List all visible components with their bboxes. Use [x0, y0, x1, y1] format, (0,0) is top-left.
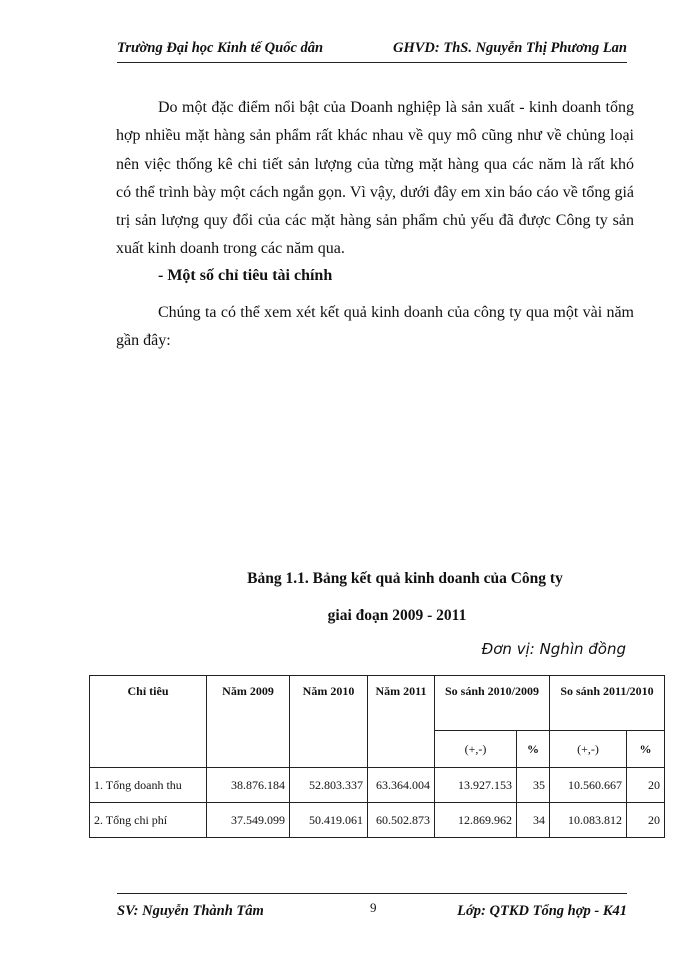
- section-subheading: - Một số chỉ tiêu tài chính: [158, 267, 333, 284]
- subheader-diff-1: (+,-): [435, 731, 517, 768]
- table-row: [90, 768, 665, 803]
- cell-pct-1: 34: [517, 803, 550, 838]
- cell-diff-1: 13.927.153: [435, 768, 517, 803]
- business-results-table: [89, 675, 665, 838]
- table-title: Bảng 1.1. Bảng kết quả kinh doanh của Công ty: [247, 570, 563, 587]
- header-university: Trường Đại học Kinh tế Quốc dân: [117, 40, 324, 56]
- cell-diff-2: 10.560.667: [550, 768, 627, 803]
- cell-2011: 60.502.873: [368, 803, 435, 838]
- subheader-diff-2: (+,-): [550, 731, 627, 768]
- cell-2010: 50.419.061: [290, 803, 368, 838]
- cell-pct-2: 20: [627, 768, 665, 803]
- header-year-2011: Năm 2011: [368, 676, 435, 768]
- row-label: 1. Tổng doanh thu: [90, 768, 207, 803]
- paragraph-intro: Do một đặc điểm nổi bật của Doanh nghiệp là sản xuất - kinh doanh tổng hợp nhiều mặt hàng sản phẩm rất khác nhau về quy mô cũng như về chủng loại nên việc thống kê chi tiết sản lượng của từng mặt hàng qua các năm là rất khó có thể trình bày một cách ngắn gọn. Vì vậy, dưới đây em xin báo cáo về tổng giá trị sản lượng quy đổi của các mặt hàng sản phẩm chủ yếu đã được Công ty sản xuất kinh doanh trong các năm qua.: [116, 99, 634, 258]
- page-header: [117, 38, 627, 63]
- header-indicator: Chỉ tiêu: [90, 676, 207, 768]
- cell-2011: 63.364.004: [368, 768, 435, 803]
- table-unit: Đơn vị: Nghìn đồng: [481, 640, 626, 658]
- header-supervisor: GHVD: ThS. Nguyễn Thị Phương Lan: [392, 40, 627, 56]
- header-year-2010: Năm 2010: [290, 676, 368, 768]
- cell-2009: 38.876.184: [207, 768, 290, 803]
- cell-2009: 37.549.099: [207, 803, 290, 838]
- table-subtitle: giai đoạn 2009 - 2011: [327, 607, 467, 624]
- page-number: 9: [370, 900, 377, 915]
- table-row: [90, 803, 665, 838]
- header-year-2009: Năm 2009: [207, 676, 290, 768]
- paragraph-results: Chúng ta có thể xem xét kết quả kinh doanh của công ty qua một vài năm gần đây:: [116, 304, 634, 350]
- cell-diff-2: 10.083.812: [550, 803, 627, 838]
- page-footer: [117, 893, 627, 918]
- cell-2010: 52.803.337: [290, 768, 368, 803]
- footer-student: SV: Nguyễn Thành Tâm: [117, 903, 264, 919]
- header-compare-2010-2009: So sánh 2010/2009: [435, 676, 550, 731]
- cell-pct-2: 20: [627, 803, 665, 838]
- subheader-pct-2: %: [627, 731, 665, 768]
- cell-diff-1: 12.869.962: [435, 803, 517, 838]
- footer-class: Lớp: QTKD Tổng hợp - K41: [457, 903, 627, 919]
- cell-pct-1: 35: [517, 768, 550, 803]
- row-label: 2. Tổng chi phí: [90, 803, 207, 838]
- header-compare-2011-2010: So sánh 2011/2010: [550, 676, 665, 731]
- subheader-pct-1: %: [517, 731, 550, 768]
